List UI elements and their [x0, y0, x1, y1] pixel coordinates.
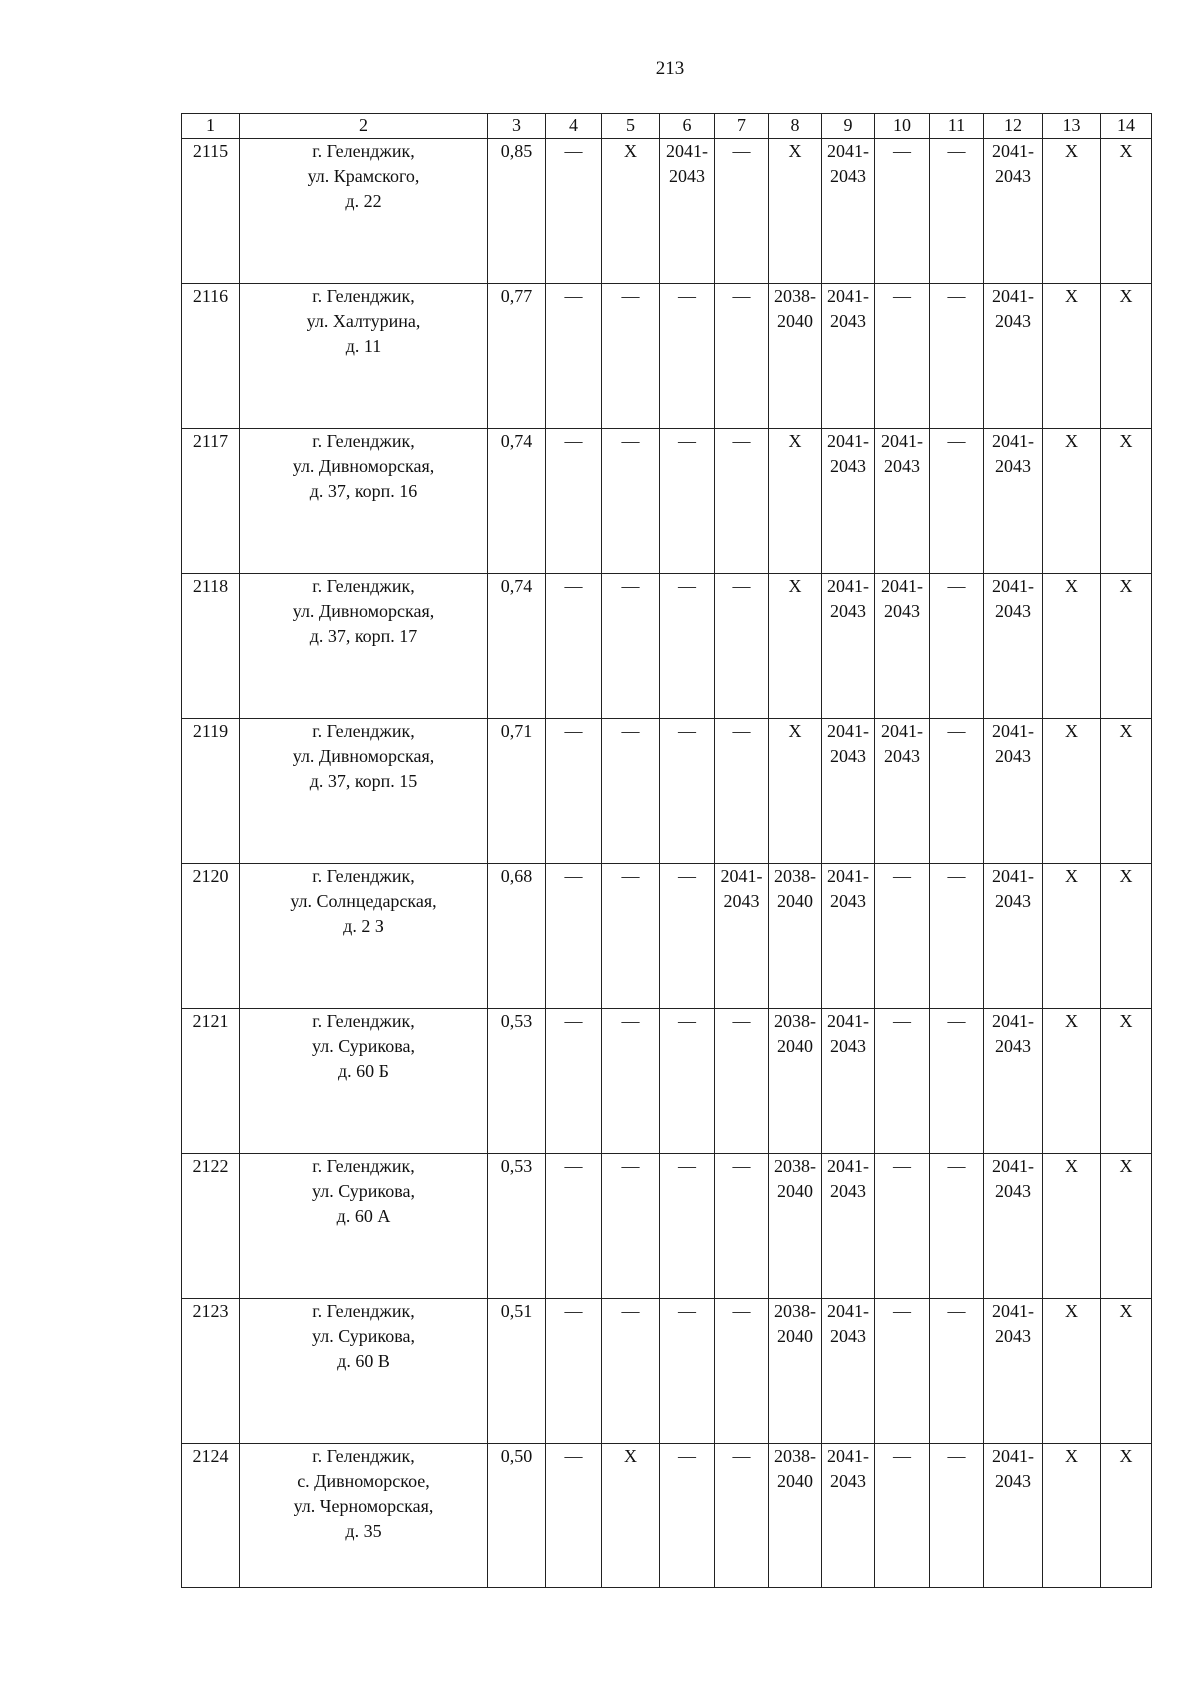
column-7-cell: — [715, 1009, 769, 1154]
column-4-cell: — [546, 719, 602, 864]
column-header: 9 [822, 114, 875, 139]
address-cell: г. Геленджик, ул. Сурикова, д. 60 А [240, 1154, 488, 1299]
column-14-cell: X [1101, 864, 1152, 1009]
column-7-cell: — [715, 1444, 769, 1588]
column-10-cell: — [875, 1154, 930, 1299]
column-9-cell: 2041- 2043 [822, 1009, 875, 1154]
table-row [182, 574, 1152, 719]
column-13-cell: X [1043, 1299, 1101, 1444]
column-7-cell: — [715, 284, 769, 429]
column-9-cell: 2041- 2043 [822, 139, 875, 284]
address-cell: г. Геленджик, ул. Сурикова, д. 60 Б [240, 1009, 488, 1154]
column-14-cell: X [1101, 1444, 1152, 1588]
column-9-cell: 2041- 2043 [822, 1444, 875, 1588]
column-4-cell: — [546, 574, 602, 719]
column-header: 4 [546, 114, 602, 139]
column-13-cell: X [1043, 1444, 1101, 1588]
column-13-cell: X [1043, 719, 1101, 864]
column-6-cell: — [660, 864, 715, 1009]
address-cell: г. Геленджик, ул. Солнцедарская, д. 2 З [240, 864, 488, 1009]
column-12-cell: 2041- 2043 [984, 1154, 1043, 1299]
column-10-cell: 2041- 2043 [875, 574, 930, 719]
value-cell: 0,53 [488, 1009, 546, 1154]
row-number-cell: 2116 [182, 284, 240, 429]
column-header: 5 [602, 114, 660, 139]
column-6-cell: — [660, 284, 715, 429]
column-header: 13 [1043, 114, 1101, 139]
column-11-cell: — [930, 1299, 984, 1444]
column-14-cell: X [1101, 1154, 1152, 1299]
column-8-cell: X [769, 719, 822, 864]
column-4-cell: — [546, 284, 602, 429]
column-6-cell: 2041- 2043 [660, 139, 715, 284]
column-header: 14 [1101, 114, 1152, 139]
column-8-cell: 2038- 2040 [769, 1299, 822, 1444]
column-13-cell: X [1043, 864, 1101, 1009]
value-cell: 0,71 [488, 719, 546, 864]
column-10-cell: — [875, 284, 930, 429]
row-number-cell: 2115 [182, 139, 240, 284]
column-7-cell: 2041- 2043 [715, 864, 769, 1009]
column-12-cell: 2041- 2043 [984, 1299, 1043, 1444]
header-row [182, 114, 1152, 139]
table-row [182, 284, 1152, 429]
column-header: 10 [875, 114, 930, 139]
column-6-cell: — [660, 574, 715, 719]
address-cell: г. Геленджик, ул. Дивноморская, д. 37, корп. 16 [240, 429, 488, 574]
row-number-cell: 2120 [182, 864, 240, 1009]
column-14-cell: X [1101, 1009, 1152, 1154]
column-11-cell: — [930, 864, 984, 1009]
column-4-cell: — [546, 1444, 602, 1588]
column-6-cell: — [660, 429, 715, 574]
column-8-cell: 2038- 2040 [769, 284, 822, 429]
column-8-cell: X [769, 139, 822, 284]
address-cell: г. Геленджик, ул. Сурикова, д. 60 В [240, 1299, 488, 1444]
column-12-cell: 2041- 2043 [984, 1009, 1043, 1154]
table-row [182, 1444, 1152, 1588]
table-row [182, 1154, 1152, 1299]
column-14-cell: X [1101, 429, 1152, 574]
row-number-cell: 2119 [182, 719, 240, 864]
column-4-cell: — [546, 864, 602, 1009]
column-9-cell: 2041- 2043 [822, 284, 875, 429]
address-cell: г. Геленджик, ул. Крамского, д. 22 [240, 139, 488, 284]
column-6-cell: — [660, 1154, 715, 1299]
column-11-cell: — [930, 139, 984, 284]
column-header: 7 [715, 114, 769, 139]
column-13-cell: X [1043, 574, 1101, 719]
column-5-cell: — [602, 284, 660, 429]
column-13-cell: X [1043, 429, 1101, 574]
column-5-cell: — [602, 1299, 660, 1444]
column-14-cell: X [1101, 574, 1152, 719]
column-7-cell: — [715, 719, 769, 864]
table-row [182, 719, 1152, 864]
table-row [182, 429, 1152, 574]
column-7-cell: — [715, 1299, 769, 1444]
column-header: 2 [240, 114, 488, 139]
column-8-cell: X [769, 429, 822, 574]
column-5-cell: — [602, 574, 660, 719]
column-5-cell: — [602, 719, 660, 864]
value-cell: 0,85 [488, 139, 546, 284]
value-cell: 0,50 [488, 1444, 546, 1588]
column-10-cell: — [875, 1444, 930, 1588]
column-7-cell: — [715, 574, 769, 719]
column-11-cell: — [930, 1009, 984, 1154]
column-11-cell: — [930, 429, 984, 574]
address-cell: г. Геленджик, ул. Халтурина, д. 11 [240, 284, 488, 429]
data-table [181, 113, 1152, 1588]
value-cell: 0,74 [488, 574, 546, 719]
column-8-cell: 2038- 2040 [769, 1444, 822, 1588]
column-12-cell: 2041- 2043 [984, 284, 1043, 429]
row-number-cell: 2123 [182, 1299, 240, 1444]
column-10-cell: 2041- 2043 [875, 719, 930, 864]
column-8-cell: 2038- 2040 [769, 864, 822, 1009]
column-5-cell: — [602, 1154, 660, 1299]
column-4-cell: — [546, 1009, 602, 1154]
column-header: 8 [769, 114, 822, 139]
column-12-cell: 2041- 2043 [984, 429, 1043, 574]
value-cell: 0,51 [488, 1299, 546, 1444]
column-11-cell: — [930, 284, 984, 429]
address-cell: г. Геленджик, ул. Дивноморская, д. 37, корп. 15 [240, 719, 488, 864]
column-6-cell: — [660, 1444, 715, 1588]
column-13-cell: X [1043, 1009, 1101, 1154]
column-11-cell: — [930, 574, 984, 719]
row-number-cell: 2118 [182, 574, 240, 719]
value-cell: 0,74 [488, 429, 546, 574]
column-12-cell: 2041- 2043 [984, 139, 1043, 284]
page-number: 213 [655, 58, 685, 79]
column-4-cell: — [546, 1299, 602, 1444]
column-5-cell: — [602, 864, 660, 1009]
column-11-cell: — [930, 1444, 984, 1588]
column-header: 6 [660, 114, 715, 139]
column-4-cell: — [546, 429, 602, 574]
column-5-cell: X [602, 1444, 660, 1588]
row-number-cell: 2121 [182, 1009, 240, 1154]
column-10-cell: — [875, 1299, 930, 1444]
value-cell: 0,68 [488, 864, 546, 1009]
column-9-cell: 2041- 2043 [822, 574, 875, 719]
column-4-cell: — [546, 1154, 602, 1299]
column-10-cell: — [875, 864, 930, 1009]
column-header: 3 [488, 114, 546, 139]
address-cell: г. Геленджик, с. Дивноморское, ул. Черноморская, д. 35 [240, 1444, 488, 1588]
column-13-cell: X [1043, 1154, 1101, 1299]
column-6-cell: — [660, 1299, 715, 1444]
table-row [182, 139, 1152, 284]
value-cell: 0,77 [488, 284, 546, 429]
column-6-cell: — [660, 719, 715, 864]
column-10-cell: — [875, 1009, 930, 1154]
column-12-cell: 2041- 2043 [984, 719, 1043, 864]
row-number-cell: 2117 [182, 429, 240, 574]
column-10-cell: — [875, 139, 930, 284]
column-11-cell: — [930, 719, 984, 864]
column-14-cell: X [1101, 719, 1152, 864]
column-14-cell: X [1101, 284, 1152, 429]
column-9-cell: 2041- 2043 [822, 719, 875, 864]
column-11-cell: — [930, 1154, 984, 1299]
column-7-cell: — [715, 1154, 769, 1299]
table-row [182, 1299, 1152, 1444]
column-9-cell: 2041- 2043 [822, 429, 875, 574]
column-5-cell: X [602, 139, 660, 284]
column-14-cell: X [1101, 1299, 1152, 1444]
table-row [182, 864, 1152, 1009]
column-9-cell: 2041- 2043 [822, 1299, 875, 1444]
column-5-cell: — [602, 429, 660, 574]
column-header: 12 [984, 114, 1043, 139]
column-13-cell: X [1043, 284, 1101, 429]
column-4-cell: — [546, 139, 602, 284]
column-8-cell: X [769, 574, 822, 719]
column-13-cell: X [1043, 139, 1101, 284]
address-cell: г. Геленджик, ул. Дивноморская, д. 37, корп. 17 [240, 574, 488, 719]
column-12-cell: 2041- 2043 [984, 574, 1043, 719]
column-5-cell: — [602, 1009, 660, 1154]
table-row [182, 1009, 1152, 1154]
row-number-cell: 2124 [182, 1444, 240, 1588]
row-number-cell: 2122 [182, 1154, 240, 1299]
column-header: 11 [930, 114, 984, 139]
column-8-cell: 2038- 2040 [769, 1154, 822, 1299]
column-12-cell: 2041- 2043 [984, 1444, 1043, 1588]
column-14-cell: X [1101, 139, 1152, 284]
column-7-cell: — [715, 139, 769, 284]
column-9-cell: 2041- 2043 [822, 1154, 875, 1299]
column-9-cell: 2041- 2043 [822, 864, 875, 1009]
column-8-cell: 2038- 2040 [769, 1009, 822, 1154]
column-12-cell: 2041- 2043 [984, 864, 1043, 1009]
column-10-cell: 2041- 2043 [875, 429, 930, 574]
column-6-cell: — [660, 1009, 715, 1154]
value-cell: 0,53 [488, 1154, 546, 1299]
column-7-cell: — [715, 429, 769, 574]
column-header: 1 [182, 114, 240, 139]
